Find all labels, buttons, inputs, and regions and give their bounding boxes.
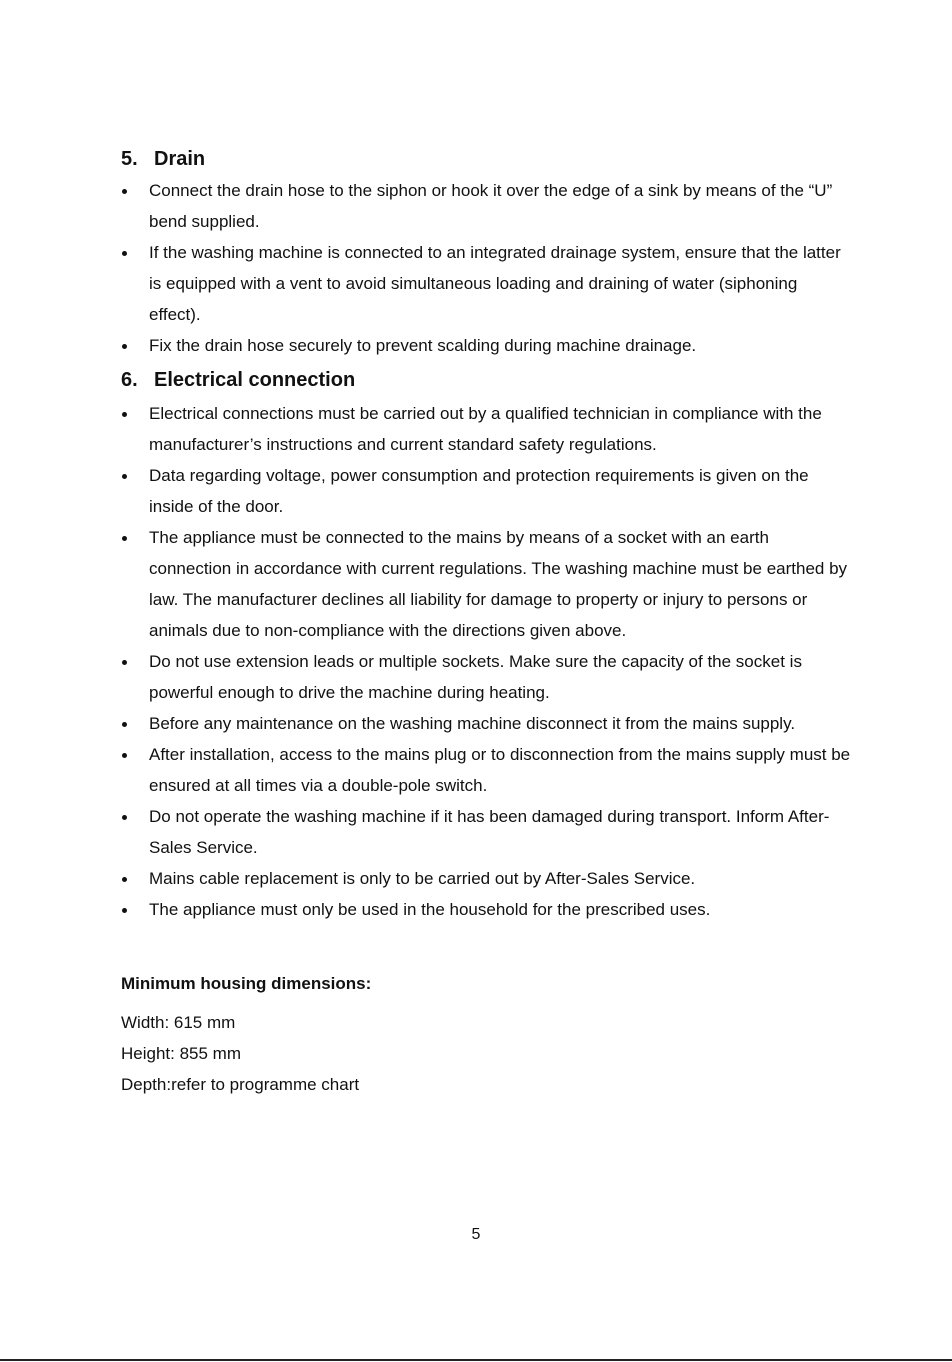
list-item: If the washing machine is connected to an integrated drainage system, ensure that the latter is equipped with a vent to avoid simultaneous loading and draining of water (siphoning effect). [121,237,851,330]
section-number: 5. [121,148,138,170]
section-title: Electrical connection [154,369,356,391]
list-item: Before any maintenance on the washing machine disconnect it from the mains supply. [121,708,851,739]
dimension-depth: Depth:refer to programme chart [121,1075,360,1094]
list-item: Do not use extension leads or multiple sockets. Make sure the capacity of the socket is powerful enough to drive the machine during heating. [121,646,851,708]
list-item: Connect the drain hose to the siphon or hook it over the edge of a sink by means of the “U” bend supplied. [121,175,851,237]
dimension-height: Height: 855 mm [121,1044,241,1063]
list-item: Fix the drain hose securely to prevent scalding during machine drainage. [121,330,851,361]
section-number: 6. [121,369,138,391]
bottom-divider [0,1359,952,1361]
section-heading-drain [121,145,851,173]
list-item: Electrical connections must be carried out by a qualified technician in compliance with the manufacturer’s instructions and current standard safety regulations. [121,398,851,460]
list-item: Data regarding voltage, power consumption and protection requirements is given on the inside of the door. [121,460,851,522]
list-item: The appliance must only be used in the household for the prescribed uses. [121,894,851,925]
dimension-width: Width: 615 mm [121,1013,236,1032]
page-number: 5 [471,1226,481,1243]
list-item: Do not operate the washing machine if it has been damaged during transport. Inform After-Sales Service. [121,801,851,863]
housing-dimensions-heading: Minimum housing dimensions: [121,974,372,993]
drain-list [121,175,851,361]
section-heading-electrical-connection [121,366,851,394]
page-content [121,145,851,1100]
list-item: The appliance must be connected to the mains by means of a socket with an earth connection in accordance with current regulations. The washing machine must be earthed by law. The manufacturer declines all liability for damage to property or injury to persons or animals due to non-compliance with the directions given above. [121,522,851,646]
list-item: After installation, access to the mains plug or to disconnection from the mains supply must be ensured at all times via a double-pole switch. [121,739,851,801]
electrical-connection-list [121,398,851,925]
list-item: Mains cable replacement is only to be carried out by After-Sales Service. [121,863,851,894]
section-title: Drain [154,148,206,170]
